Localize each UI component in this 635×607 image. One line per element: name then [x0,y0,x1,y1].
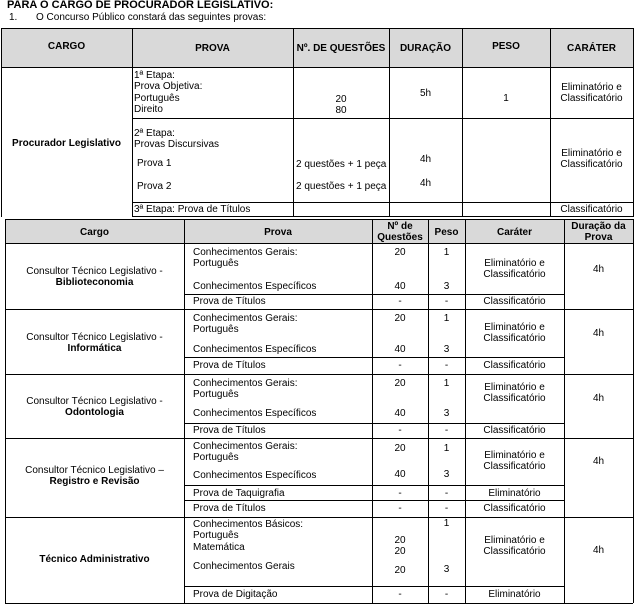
prova-taquigrafia: Prova de Taquigrafia [193,488,285,499]
carater-taquigrafia: Eliminatório [488,488,541,499]
carater-titulos: Classificatório [483,503,546,514]
peso-gerais: 1 [443,443,450,454]
prova-basicos: Conhecimentos Básicos: [193,519,304,530]
table2-header-questoes2: Questões [377,232,423,243]
table1-header-cargo: CARGO [47,41,86,52]
q-especificos: 40 [394,344,406,355]
prova-gerais: Conhecimentos Gerais: [193,441,298,452]
duracao: 4h [592,328,605,339]
etapa1-peso: 1 [503,93,509,104]
etapa1-title: 1ª Etapa: [134,70,175,81]
etapa1-carater1: Eliminatório e [561,82,622,93]
peso-gerais: 1 [443,313,450,324]
q-gerais: 20 [394,378,406,389]
intro-text: O Concurso Público constará das seguintes provas: [36,12,267,23]
carater-1: Eliminatório e [484,382,545,393]
prova-portugues: Português [193,530,239,541]
etapa3-title: 3ª Etapa: Prova de Títulos [134,204,251,215]
peso-gerais: 3 [443,564,450,575]
prova-titulos: Prova de Títulos [193,360,266,371]
table2-header-carater: Caráter [496,227,533,238]
q-gerais: 20 [394,247,406,258]
prova-portugues: Português [193,324,239,335]
cargo-prefix: Consultor Técnico Legislativo - [26,396,163,407]
etapa2-prova1: Prova 1 [137,158,172,169]
etapa1-q2: 80 [335,105,347,116]
carater-2: Classificatório [483,461,546,472]
prova-gerais: Conhecimentos Gerais: [193,378,298,389]
table1-header-peso: PESO [492,41,520,52]
carater-digitacao: Eliminatório [488,589,541,600]
duracao: 4h [592,393,605,404]
prova-digitacao: Prova de Digitação [193,589,278,600]
prova-portugues: Português [193,452,239,463]
peso-especificos: 3 [443,408,450,419]
cargo-prefix: Consultor Técnico Legislativo - [26,332,163,343]
prova-especificos: Conhecimentos Específicos [193,470,317,481]
peso-dash: - [444,503,449,514]
carater-2: Classificatório [483,393,546,404]
carater-2: Classificatório [483,546,546,557]
q-portugues: 20 [394,535,406,546]
q-gerais: 20 [394,565,406,576]
table1-cargo: Procurador Legislativo [12,138,121,149]
carater-1: Eliminatório e [484,450,545,461]
etapa1-carater2: Classificatório [560,93,623,104]
table2-header-peso: Peso [434,227,459,238]
etapa1-q1: 20 [335,94,347,105]
q-dash: - [398,360,402,371]
prova-matematica: Matemática [193,542,245,553]
carater-2: Classificatório [483,269,546,280]
carater-2: Classificatório [483,333,546,344]
q-matematica: 20 [394,546,406,557]
peso-gerais: 1 [443,247,450,258]
peso-dash: - [444,360,449,371]
carater-titulos: Classificatório [483,360,546,371]
carater-1: Eliminatório e [484,535,545,546]
carater-1: Eliminatório e [484,322,545,333]
q-gerais: 20 [394,443,406,454]
peso-especificos: 3 [443,469,450,480]
q-dash: - [398,589,402,600]
q-dash: - [398,503,402,514]
prova-portugues: Português [193,389,239,400]
table2-header-cargo: Cargo [80,227,109,238]
etapa2-d2: 4h [419,178,432,189]
etapa3-carater: Classificatório [560,204,623,215]
prova-gerais: Conhecimentos Gerais: [193,247,298,258]
cargo-informatica: Informática [67,343,122,354]
cargo-prefix-dash: Consultor Técnico Legislativo – [25,465,164,476]
etapa1-line2: Prova Objetiva: [134,81,203,92]
prova-titulos: Prova de Títulos [193,503,266,514]
q-dash: - [398,296,402,307]
table1-header-prova: PROVA [195,43,230,54]
table2-header-duracao2: Prova [584,232,613,243]
peso-dash: - [444,589,449,600]
etapa1-line4: Direito [134,104,163,115]
cargo-registro-revisao: Registro e Revisão [49,476,140,487]
cargo-biblioteconomia: Biblioteconomia [55,277,134,288]
q-especificos: 40 [394,408,406,419]
prova-gerais: Conhecimentos Gerais: [193,313,298,324]
peso-dash: - [444,296,449,307]
peso-especificos: 3 [443,344,450,355]
prova-gerais: Conhecimentos Gerais [193,561,295,572]
table1-header-duracao: DURAÇÃO [399,43,452,54]
etapa1-line3: Português [134,93,180,104]
cargo-prefix: Consultor Técnico Legislativo - [26,266,163,277]
q-especificos: 40 [394,469,406,480]
etapa2-carater2: Classificatório [560,159,623,170]
etapa2-prova2: Prova 2 [137,181,172,192]
section-heading: PARA O CARGO DE PROCURADOR LEGISLATIVO: [7,0,274,11]
peso-basicos: 1 [443,518,450,529]
etapa2-q2: 2 questões + 1 peça [296,181,387,192]
peso-dash: - [444,425,449,436]
duracao: 4h [592,264,605,275]
q-especificos: 40 [394,281,406,292]
peso-gerais: 1 [443,378,450,389]
prova-especificos: Conhecimentos Específicos [193,408,317,419]
prova-portugues: Português [193,258,239,269]
duracao: 4h [592,545,605,556]
table2-header-duracao1: Duração da [571,221,626,232]
prova-titulos: Prova de Títulos [193,425,266,436]
etapa2-line2: Provas Discursivas [134,139,220,150]
carater-titulos: Classificatório [483,425,546,436]
etapa2-carater1: Eliminatório e [561,148,622,159]
etapa2-q1: 2 questões + 1 peça [296,159,387,170]
table2-header-questoes1: Nº de [387,221,413,232]
q-dash: - [398,425,402,436]
peso-dash: - [444,488,449,499]
prova-titulos: Prova de Títulos [193,296,266,307]
item-number: 1. [9,12,18,23]
table1-header-carater: CARÁTER [567,43,616,54]
etapa1-duracao: 5h [419,88,432,99]
prova-especificos: Conhecimentos Específicos [193,281,317,292]
q-gerais: 20 [394,313,406,324]
etapa2-d1: 4h [419,154,432,165]
q-dash: - [398,488,402,499]
table2-header-prova: Prova [264,227,292,238]
carater-titulos: Classificatório [483,296,546,307]
duracao: 4h [592,456,605,467]
cargo-tecnico-administrativo: Técnico Administrativo [39,554,150,565]
table1-header-questoes: Nº. DE QUESTÕES [296,43,386,54]
peso-especificos: 3 [443,281,450,292]
cargo-odontologia: Odontologia [65,407,124,418]
prova-especificos: Conhecimentos Específicos [193,344,317,355]
carater-1: Eliminatório e [484,258,545,269]
etapa2-title: 2ª Etapa: [134,128,175,139]
